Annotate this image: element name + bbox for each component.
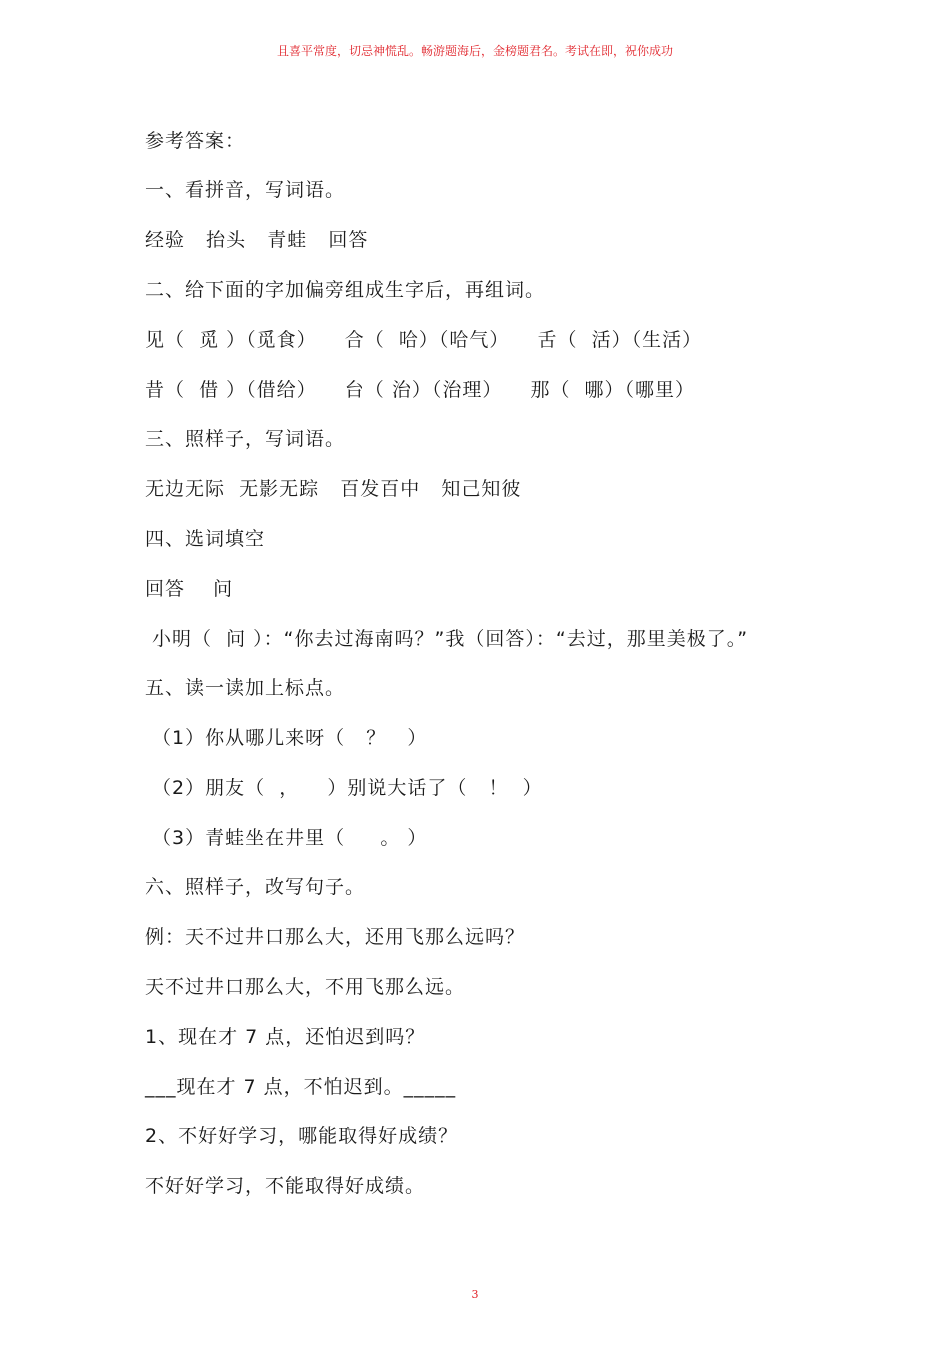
section-2-answer-row-1: 见（ 觅 ）（觅食） 合（ 哈）（哈气） 舌（ 活）（生活）: [145, 329, 703, 351]
section-5-heading: 五、读一读加上标点。: [145, 677, 346, 699]
section-5-item-1: （1）你从哪儿来呀（ ？ ）: [145, 727, 428, 749]
section-6-question-1: 1、现在才 7 点，还怕迟到吗？: [145, 1026, 426, 1048]
section-4-answer: 小明（ 问 ）：“你去过海南吗？”我（回答）：“去过，那里美极了。”: [145, 628, 749, 650]
page-header-slogan: 且喜平常度，切忌神慌乱。畅游题海后，金榜题君名。考试在即，祝你成功: [276, 44, 673, 58]
section-1-heading: 一、看拼音，写词语。: [145, 179, 346, 201]
section-4-word-options: 回答 问: [145, 578, 234, 600]
section-6-answer-1: ___现在才 7 点，不怕迟到。_____: [145, 1076, 457, 1098]
section-3-answer: 无边无际 无影无踪 百发百中 知己知彼: [145, 478, 522, 500]
section-2-heading: 二、给下面的字加偏旁组成生字后，再组词。: [145, 279, 546, 301]
section-4-heading: 四、选词填空: [145, 528, 266, 550]
answer-key-title: 参考答案：: [145, 130, 246, 152]
section-2-answer-row-2: 昔（ 借 ）（借给） 台（ 治）（治理） 那（ 哪）（哪里）: [145, 379, 696, 401]
section-6-example-question: 例：天不过井口那么大，还用飞那么远吗？: [145, 926, 526, 948]
section-1-answer: 经验 抬头 青蛙 回答: [145, 229, 369, 251]
page-number: 3: [471, 1288, 479, 1301]
section-6-example-answer: 天不过井口那么大，不用飞那么远。: [145, 976, 466, 998]
section-6-question-2: 2、不好好学习，哪能取得好成绩？: [145, 1125, 459, 1147]
section-6-heading: 六、照样子，改写句子。: [145, 876, 366, 898]
section-5-item-3: （3）青蛙坐在井里（ 。 ）: [145, 827, 428, 849]
section-3-heading: 三、照样子，写词语。: [145, 428, 346, 450]
section-6-answer-2: 不好好学习，不能取得好成绩。: [145, 1175, 426, 1197]
section-5-item-2: （2）朋友（ ， ）别说大话了（ ！ ）: [145, 777, 543, 799]
